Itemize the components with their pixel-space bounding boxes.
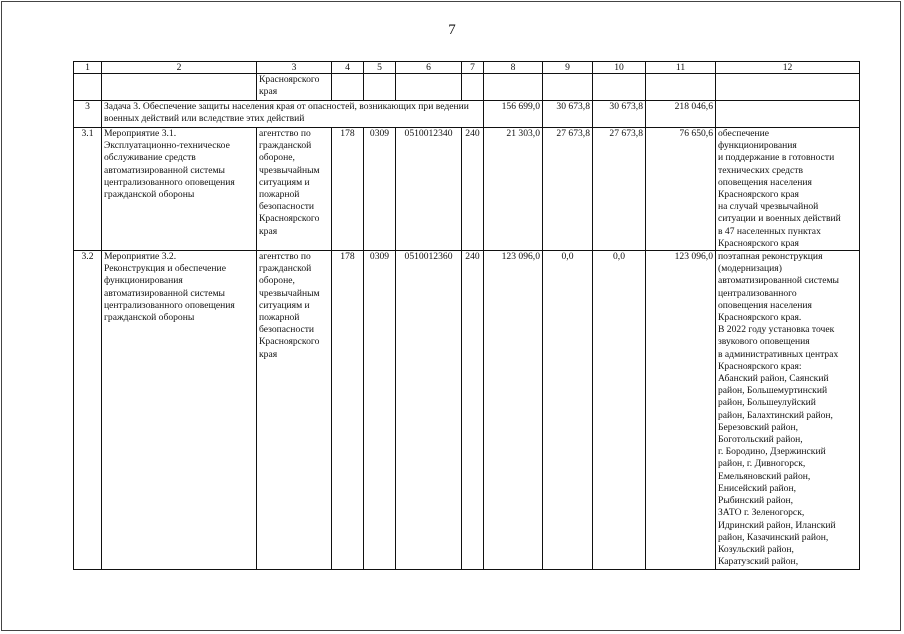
agency-cell: агентство по гражданской обороне, чрезвычайным ситуациям и пожарной безопасности Красноярского края [257,251,332,570]
header-cell: 9 [543,62,593,74]
header-cell: 6 [396,62,462,74]
code-cell: 178 [332,128,364,251]
agency-cell: Красноярского края [257,74,332,101]
amount-cell: 76 650,6 [646,128,716,251]
amount-cell: 156 699,0 [484,101,543,128]
page-number: 7 [448,22,456,38]
budget-table [73,61,860,570]
task-title: Задача 3. Обеспечение защиты населения края от опасностей, возникающих при ведении военных действий или вследствие этих действий [102,101,484,128]
amount-cell: 123 096,0 [646,251,716,570]
amount-cell: 21 303,0 [484,128,543,251]
code-cell: 0309 [364,128,396,251]
header-row [74,62,860,74]
amount-cell: 30 673,8 [543,101,593,128]
header-cell: 4 [332,62,364,74]
header-cell: 11 [646,62,716,74]
row-number: 3 [74,101,102,128]
result-cell: поэтапная реконструкция (модернизация) автоматизированной системы централизованного оповещения населения Красноярского края. В 2022 году установка точек звукового оповещения в административных центрах Красноярского края: Абанский район, Саянский район, Большемуртинский район, Большеулуйский район, Балахтинский район, Березовский район, Боготольский район, г. Бородино, Дзержинский район, г. Дивногорск, Емельяновский район, Енисейский район, Рыбинский район, ЗАТО г. Зеленогорск, Идринский район, Иланский район, Казачинский район, Козульский район, Каратузский район, [716,251,860,570]
row-number: 3.2 [74,251,102,570]
header-cell: 2 [102,62,257,74]
agency-cell: агентство по гражданской обороне, чрезвычайным ситуациям и пожарной безопасности Красноярского края [257,128,332,251]
table-row [74,251,860,570]
row-number: 3.1 [74,128,102,251]
continuation-row [74,74,860,101]
amount-cell: 30 673,8 [593,101,646,128]
table-row [74,128,860,251]
header-cell: 8 [484,62,543,74]
measure-name: Мероприятие 3.2. Реконструкция и обеспечение функционирования автоматизированной системы централизованного оповещения гражданской обороны [102,251,257,570]
header-cell: 3 [257,62,332,74]
code-cell: 240 [462,251,484,570]
result-cell: обеспечение функционирования и поддержание в готовности технических средств оповещения населения Красноярского края на случай чрезвычайной ситуации и военных действий в 47 населенных пунктах Красноярского края [716,128,860,251]
code-cell: 0309 [364,251,396,570]
amount-cell: 0,0 [543,251,593,570]
code-cell: 240 [462,128,484,251]
header-cell: 5 [364,62,396,74]
code-cell: 0510012340 [396,128,462,251]
header-cell: 10 [593,62,646,74]
amount-cell: 123 096,0 [484,251,543,570]
amount-cell: 0,0 [593,251,646,570]
code-cell: 178 [332,251,364,570]
header-cell: 7 [462,62,484,74]
code-cell: 0510012360 [396,251,462,570]
header-cell: 12 [716,62,860,74]
amount-cell: 27 673,8 [543,128,593,251]
measure-name: Мероприятие 3.1. Эксплуатационно-техническое обслуживание средств автоматизированной системы централизованного оповещения гражданской обороны [102,128,257,251]
task-row [74,101,860,128]
amount-cell: 218 046,6 [646,101,716,128]
amount-cell: 27 673,8 [593,128,646,251]
header-cell: 1 [74,62,102,74]
